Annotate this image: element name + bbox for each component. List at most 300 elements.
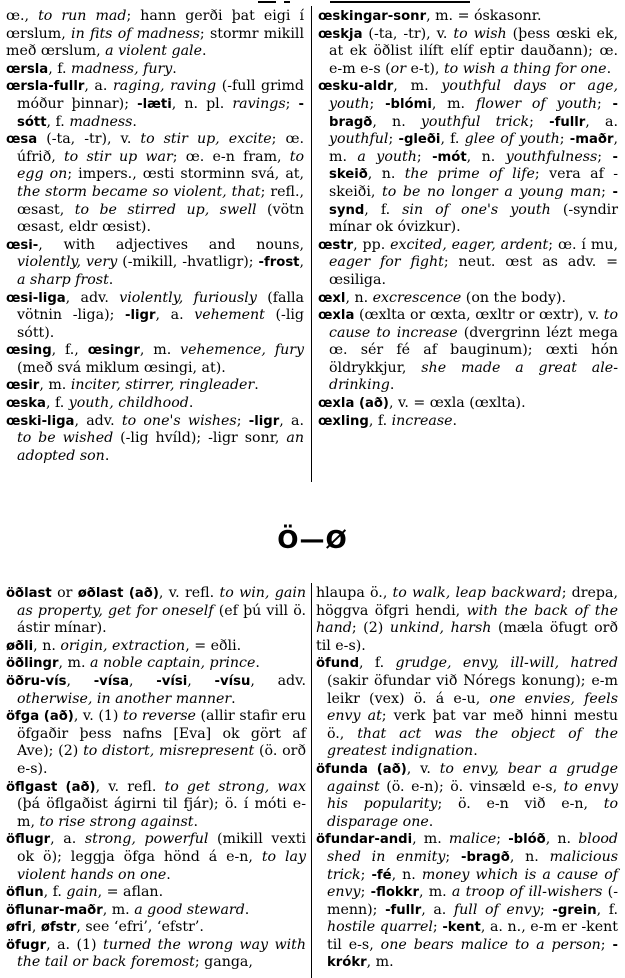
entry-text: , v. (1) <box>73 708 123 725</box>
entry-text: , n. pl. <box>171 95 233 112</box>
translation: to disparage one <box>327 796 619 830</box>
headword: œsir <box>6 378 40 394</box>
headword: øfri <box>6 920 32 936</box>
headword: œski-liga <box>6 413 75 429</box>
entry-text: (on the body). <box>461 289 567 306</box>
headword: öflun <box>6 885 44 901</box>
entry-text: ; <box>432 919 443 936</box>
dictionary-entry <box>6 708 306 778</box>
entry-text: (-lig sótt). <box>17 307 304 341</box>
dictionary-entry <box>6 413 304 466</box>
headword: -fullr <box>549 114 586 130</box>
entry-text: (-ta, -tr), v. <box>37 131 141 148</box>
headword: -krókr <box>327 937 619 971</box>
entry-text: , = aflan. <box>97 884 164 901</box>
translation: strong, powerful <box>84 831 209 848</box>
entry-text: . <box>172 60 177 77</box>
entry-text: . <box>389 377 395 394</box>
dictionary-entry <box>6 673 306 708</box>
entry-text: . <box>108 271 114 288</box>
entry-text: , n. <box>33 637 61 654</box>
entry-text: , a. <box>50 831 85 848</box>
headword: -ligr <box>248 413 280 429</box>
entry-text: , n. <box>372 113 421 130</box>
translation: ravings <box>232 95 286 112</box>
entry-text: , m. <box>431 95 476 112</box>
entry-text: . <box>244 901 250 918</box>
translation: excited, eager, ardent <box>390 236 549 253</box>
translation: sin of one's youth <box>402 201 551 218</box>
column-divider-top <box>311 6 312 482</box>
translation: a noble captain, prince <box>90 655 256 672</box>
entry-text: (-ta, -tr), v. <box>362 25 454 42</box>
entry-text: , f. <box>368 412 392 429</box>
translation: with the back of the hand <box>316 602 619 637</box>
headword: -vísi <box>156 673 188 689</box>
translation: to lay violent hands on one <box>17 848 307 883</box>
translation: the prime of life <box>404 166 535 183</box>
entry-text: . <box>201 43 207 60</box>
headword: œstr <box>318 237 354 253</box>
dictionary-entry <box>6 779 306 832</box>
entry-text: , n. <box>367 166 405 183</box>
headword: -bragð <box>329 96 618 130</box>
translation: to envy his popularity <box>327 778 618 813</box>
headword: -bragð <box>460 849 510 865</box>
entry-text: ; <box>596 95 613 112</box>
headword: -læti <box>137 96 172 112</box>
translation: the storm became so violent, that <box>17 183 261 200</box>
entry-text: , a. <box>279 412 304 429</box>
headword: -grein <box>552 902 597 918</box>
column-top-right <box>318 8 618 430</box>
translation: youthful days or age, youth <box>329 78 618 112</box>
dictionary-entry <box>318 78 618 236</box>
headword: öfga (að) <box>6 709 74 725</box>
entry-text: , adv. <box>74 412 122 429</box>
page-header-rule <box>0 0 625 6</box>
entry-text: , n. <box>545 831 579 848</box>
entry-text: ; ö. e-n við e-n, <box>437 796 604 813</box>
entry-text: . <box>452 412 458 429</box>
entry-text: ; (2) <box>351 620 390 637</box>
translation: to wish <box>453 25 507 42</box>
entry-text: or <box>51 585 78 601</box>
headword: œrsla-fullr <box>6 79 85 95</box>
entry-text: ; <box>388 131 399 148</box>
headword: -blóð <box>508 832 546 848</box>
entry-text: , f. <box>48 60 71 77</box>
headword: -fé <box>371 867 392 883</box>
headword: öfunda (að) <box>316 761 407 777</box>
headword: -gleði <box>398 132 441 148</box>
translation: vehement <box>194 307 265 324</box>
entry-text: . <box>254 377 259 394</box>
translation: youthful <box>329 131 389 148</box>
entry-text: (með svá miklum œsingi, at). <box>17 359 226 376</box>
translation: to stir up, excite <box>140 131 272 148</box>
translation: vehemence, fury <box>180 342 305 359</box>
entry-text: ; refl., œsast, <box>17 183 304 218</box>
headword: öflunar-maðr <box>6 902 103 918</box>
headword: -mót <box>432 149 467 165</box>
translation: in fits of madness <box>71 25 200 42</box>
headword: öflgast (að) <box>6 779 96 795</box>
column-bottom-right <box>316 585 618 972</box>
headword: œsingr <box>87 343 140 359</box>
entry-text: , n. <box>509 848 550 865</box>
translation: malice <box>448 831 497 848</box>
entry-text: , f. <box>43 884 67 901</box>
dictionary-entry <box>6 655 306 673</box>
entry-text: , with adjectives and nouns, <box>38 236 304 253</box>
entry-text: (-full grimd móður þinnar); <box>17 78 304 112</box>
translation: one bears malice to a person <box>380 936 601 953</box>
translation: or <box>390 60 406 77</box>
entry-text: (vötn œsast, eldr œsist). <box>17 201 304 236</box>
section-title: Ö—Ø <box>277 525 348 554</box>
translation: to win, gain as property, get for oneself <box>17 585 307 619</box>
translation: to wish a thing for one <box>443 60 607 77</box>
translation: to envy, bear a grudge against <box>327 760 618 795</box>
entry-text: , n. <box>345 289 373 306</box>
dictionary-entry <box>318 290 618 308</box>
dictionary-entry <box>316 655 618 761</box>
entry-text: (-syndir mínar ok óvizkur). <box>329 201 618 236</box>
headword: œsa <box>6 132 38 148</box>
entry-text: ; ganga, <box>194 954 253 971</box>
entry-text: , f. <box>46 113 70 130</box>
entry-text: , m. <box>418 884 452 901</box>
translation: gain <box>66 884 98 901</box>
dictionary-entry <box>6 8 304 61</box>
entry-text: , f., <box>51 342 88 359</box>
headword: öðlingr <box>6 656 59 672</box>
translation: full of envy <box>453 901 540 918</box>
entry-text: , m. <box>366 954 394 971</box>
headword: öfugr <box>6 937 47 953</box>
entry-text: . <box>428 813 434 830</box>
column-top-left <box>6 8 304 465</box>
translation: to rise strong against <box>39 813 194 830</box>
headword: -blómi <box>385 96 432 112</box>
entry-text: ; verk þat var með hinni mestu ö., <box>327 708 618 742</box>
entry-text: ; œ. e-n fram, <box>172 148 290 165</box>
dictionary-entry <box>6 902 306 920</box>
translation: grudge, envy, ill-will, hatred <box>395 655 618 672</box>
translation: flower of youth <box>475 95 597 112</box>
translation: inciter, stirrer, ringleader <box>70 377 255 394</box>
entry-text: ; stormr mikill með œrslum, <box>6 25 305 60</box>
entry-text: , adv. <box>250 672 306 689</box>
entry-text: , m. <box>102 901 135 918</box>
translation: unkind, harsh <box>389 620 492 637</box>
entry-text: ; <box>529 113 550 130</box>
entry-text: ; <box>559 131 570 148</box>
dictionary-entry <box>318 395 618 413</box>
dictionary-entry <box>6 237 304 290</box>
entry-text: (œxlta or œxta, œxltr or œxtr), v. <box>354 307 604 324</box>
entry-text: . <box>104 447 110 464</box>
dictionary-entry <box>318 307 618 395</box>
translation: to distort, misrepresent <box>83 743 255 760</box>
entry-text: ; <box>601 183 613 200</box>
column-divider-bottom <box>311 583 312 978</box>
dictionary-entry <box>6 61 304 79</box>
dictionary-entry <box>316 761 618 831</box>
translation: youthfulness <box>505 148 598 165</box>
headword: -kent <box>442 920 481 936</box>
entry-text: ; <box>416 148 433 165</box>
dictionary-entry <box>6 131 304 237</box>
translation: to stir up war <box>63 148 173 165</box>
entry-text: , = eðli. <box>185 637 242 654</box>
headword: øðli <box>6 638 34 654</box>
entry-text: , f. <box>596 901 619 918</box>
entry-text: , f. <box>45 395 69 412</box>
entry-text: , v. refl. <box>158 585 220 601</box>
entry-text: ; <box>369 95 386 112</box>
dictionary-entry <box>6 78 304 131</box>
dictionary-entry <box>6 395 304 413</box>
entry-text: , v. refl. <box>95 778 165 795</box>
entry-text: , m. = óskasonr. <box>426 8 542 24</box>
dictionary-entry <box>6 290 304 343</box>
headword: -synd <box>329 184 618 218</box>
headword: œska <box>6 396 46 412</box>
entry-text: , a. <box>84 78 113 95</box>
entry-text: , <box>299 254 304 271</box>
translation: to one's wishes <box>121 412 237 429</box>
translation: raging, raving <box>112 78 217 95</box>
headword: -vísa <box>93 673 130 689</box>
headword: -ligr <box>125 308 156 324</box>
entry-text: ; œ. í mu, <box>548 236 618 253</box>
entry-text: , f. <box>440 131 465 148</box>
dictionary-entry <box>318 237 618 290</box>
entry-text: , a. n., e-m er -kent til e-s, <box>327 919 618 953</box>
translation: hostile quarrel <box>327 919 433 936</box>
entry-text: ; <box>236 412 249 429</box>
headword: -flokkr <box>370 885 419 901</box>
headword: öðlast <box>6 586 52 601</box>
entry-text: (þá öflgaðist ágirni til fjár); ö. í móti e-m, <box>17 796 306 830</box>
entry-text: , f. <box>364 201 403 218</box>
entry-text: ; neut. œst as adv. = œsiliga. <box>329 254 618 288</box>
headword: -sótt <box>17 96 304 130</box>
entry-text: , m. <box>412 831 449 848</box>
entry-text: , <box>129 672 157 689</box>
translation: eager for fight <box>329 254 444 271</box>
translation: turned the wrong way with the tail or back foremost <box>17 936 306 971</box>
translation: that act was the object of the greatest indignation <box>327 725 619 760</box>
entry-text: , m. <box>393 78 442 95</box>
entry-text: œ., <box>6 8 39 24</box>
headword: -fullr <box>385 902 422 918</box>
translation: excrescence <box>372 289 462 306</box>
entry-text: . <box>606 60 612 77</box>
translation: madness, fury <box>71 60 173 77</box>
translation: to cause to increase <box>329 307 618 341</box>
headword: öðru-vís <box>6 673 67 689</box>
entry-text: ; drepa, höggva öfgri hendi, <box>316 585 618 619</box>
headword: -maðr <box>569 132 614 148</box>
entry-text: . <box>193 813 198 830</box>
translation: otherwise, in another manner <box>17 690 232 707</box>
dictionary-entry <box>6 585 306 638</box>
entry-text: ; <box>600 936 613 953</box>
entry-text: , see ‘efri’, ‘efstr’. <box>76 919 204 936</box>
entry-text: . <box>255 655 260 672</box>
dictionary-entry <box>6 937 306 972</box>
dictionary-entry <box>6 342 304 377</box>
entry-text: (-mikill, -hvatligr); <box>117 254 259 271</box>
translation: to be wished <box>17 430 114 447</box>
headword: œsing <box>6 343 52 359</box>
translation: increase <box>391 412 453 429</box>
headword: -frost <box>258 255 300 271</box>
headword: œxla (að) <box>318 396 389 412</box>
translation: violently, very <box>17 254 118 271</box>
entry-text: . <box>132 113 137 130</box>
headword: öfundar-andi <box>316 832 413 848</box>
translation: madness <box>69 113 133 130</box>
headword: œsi-liga <box>6 290 66 306</box>
entry-text: ; <box>539 901 553 918</box>
entry-text: , pp. <box>353 236 391 253</box>
entry-text: ; <box>360 866 372 883</box>
entry-text: , a. <box>421 901 454 918</box>
entry-text: , a. <box>585 113 618 130</box>
translation: money which is a cause of envy <box>327 866 618 901</box>
entry-text: ; <box>285 95 299 112</box>
translation: a troop of ill-wishers <box>451 884 603 901</box>
entry-text: (sakir öfundar við Nóregs konung); e-m leikr (vex) ö. á e-u, <box>327 672 618 707</box>
entry-text: (ö. orð e-s). <box>17 743 306 777</box>
entry-text: ; hann gerði þat eigi í œrslum, <box>6 8 304 42</box>
headword: œskja <box>318 26 363 42</box>
entry-text: ; <box>597 148 613 165</box>
entry-text: ; <box>360 884 371 901</box>
entry-text: e-t), <box>406 60 444 77</box>
translation: youthful trick <box>420 113 530 130</box>
entry-text: (falla vötnin -liga); <box>17 289 304 324</box>
entry-text: , n. <box>391 866 422 883</box>
entry-text: (ö. e-n); ö. vinsæld e-s, <box>379 778 564 795</box>
translation: an adopted son <box>17 430 304 464</box>
dictionary-entry <box>318 26 618 79</box>
headword: -skeið <box>329 149 618 183</box>
entry-text: ; œ. úfrið, <box>17 131 304 165</box>
headword: øfstr <box>40 920 77 936</box>
entry-text: ; vera af -skeiði, <box>329 166 619 200</box>
translation: she made a great ale-drinking <box>329 359 618 394</box>
headword: öfund <box>316 656 360 672</box>
dictionary-entry <box>6 884 306 902</box>
entry-text: , m. <box>329 131 618 165</box>
entry-text: , f. <box>359 655 396 672</box>
headword: œrsla <box>6 61 49 77</box>
entry-text: , m. <box>58 655 90 672</box>
translation: to reverse <box>123 708 196 725</box>
entry-text: , n. <box>466 148 506 165</box>
dictionary-entry <box>316 585 618 655</box>
headword: œskingar-sonr <box>318 9 427 24</box>
entry-text: , m. <box>139 342 181 359</box>
translation: to walk, leap backward <box>392 585 562 601</box>
translation: to get strong, wax <box>164 778 307 795</box>
entry-text: , a. <box>155 307 195 324</box>
entry-text: , a. (1) <box>46 936 103 953</box>
entry-text: . <box>473 743 478 760</box>
entry-text: , <box>66 672 94 689</box>
translation: blood shed in enmity <box>327 831 618 865</box>
headword: œxling <box>318 413 369 429</box>
entry-text: . <box>231 690 236 707</box>
entry-text: hlaupa ö., <box>316 585 393 601</box>
translation: glee of youth <box>464 131 560 148</box>
entry-text: (ef þú vill ö. ástir mínar). <box>17 602 306 637</box>
entry-text: (-lig hvíld); -ligr sonr, <box>113 430 287 447</box>
translation: youth, childhood <box>68 395 189 412</box>
translation: a sharp frost <box>17 271 109 288</box>
translation: malicious trick <box>327 848 618 883</box>
headword: öflugr <box>6 832 51 848</box>
entry-text: , <box>31 919 41 936</box>
entry-text: , <box>187 672 215 689</box>
column-bottom-left <box>6 585 306 972</box>
entry-text: , v. <box>406 760 440 777</box>
entry-text: ; impers., œsti storminn svá, at, <box>67 166 305 183</box>
headword: œsi- <box>6 237 39 253</box>
dictionary-entry <box>316 831 618 972</box>
translation: origin, extraction <box>60 637 186 654</box>
translation: to be no longer a young man <box>382 183 602 200</box>
translation: to be stirred up, swell <box>74 201 257 218</box>
entry-text: (dvergrinn lézt mega œ. sér fé af bauginum); œxti hón öldrykkjur, <box>329 324 618 376</box>
entry-text: . <box>188 395 194 412</box>
entry-text: ; <box>445 848 461 865</box>
entry-text: . <box>166 866 171 883</box>
headword: -vísu <box>214 673 251 689</box>
translation: violently, furiously <box>119 289 257 306</box>
entry-text: , m. <box>39 377 71 394</box>
dictionary-entry <box>6 638 306 656</box>
entry-text: (allir stafir eru öfgaðir þess nafns [Eva] ok gört af Ave); (2) <box>17 708 306 760</box>
entry-text: , adv. <box>65 289 120 306</box>
headword: øðlast (að) <box>77 586 159 601</box>
headword: œsku-aldr <box>318 79 394 95</box>
headword: œxla <box>318 308 355 324</box>
translation: a youth <box>357 148 417 165</box>
translation: one envies, feels envy at <box>327 690 619 725</box>
entry-text: (mæla öfugt orð til e-s). <box>316 620 618 654</box>
dictionary-entry <box>6 919 306 937</box>
dictionary-entry <box>6 377 304 395</box>
translation: to run mad <box>38 8 127 24</box>
entry-text: ; <box>496 831 509 848</box>
translation: a good steward <box>134 901 245 918</box>
entry-text: (-menn); <box>327 884 618 918</box>
translation: a violent gale <box>105 43 202 60</box>
translation: to egg on <box>17 148 304 183</box>
entry-text: (þess œski ek, at ek öðlist ilíft elíf eptir dauðann); œ. e-m e-s ( <box>329 25 618 77</box>
dictionary-entry <box>318 8 618 26</box>
headword: œxl <box>318 290 346 306</box>
entry-text: (mikill vexti ok ö); leggja öfga hönd á e-n, <box>17 831 307 865</box>
dictionary-entry <box>6 831 306 884</box>
dictionary-entry <box>318 413 618 431</box>
